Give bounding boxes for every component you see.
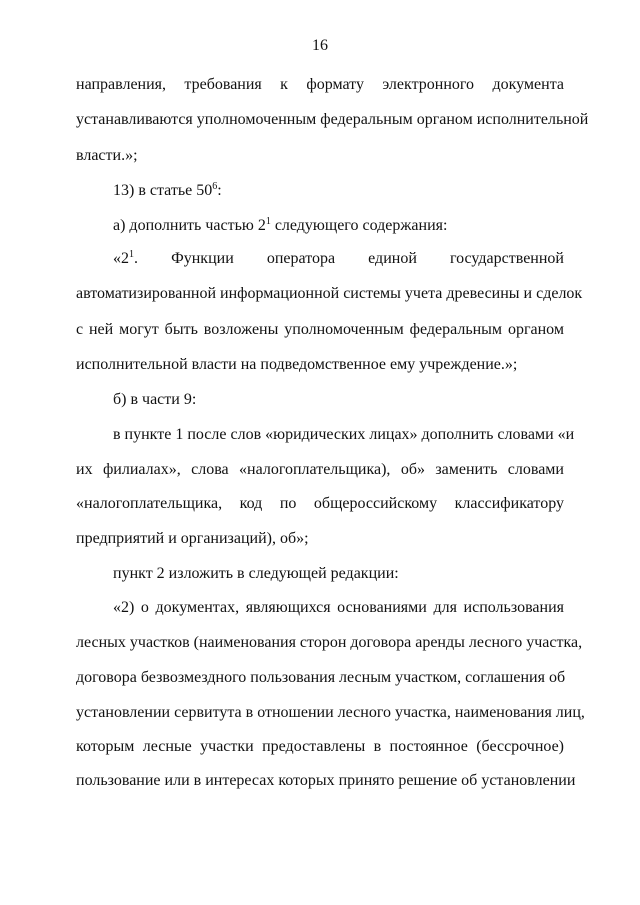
text-line: установлении сервитута в отношении лесного участка, наименования лиц, xyxy=(76,704,585,721)
superscript: 6 xyxy=(212,181,218,192)
text-line xyxy=(113,250,564,268)
text-line: лесных участков (наименования сторон договора аренды лесного участка, xyxy=(76,634,583,651)
text-line: которым лесные участки предоставлены в постоянное (бессрочное) xyxy=(76,738,564,755)
text-span: а) дополнить частью 2 xyxy=(113,217,266,234)
page-number: 16 xyxy=(312,37,328,54)
text-line: их филиалах», слова «налогоплательщика), об» заменить словами xyxy=(76,461,564,478)
text-line: предприятий и организаций), об»; xyxy=(76,530,309,547)
text-line: пользование или в интересах которых принято решение об установлении xyxy=(76,772,576,789)
text-line: автоматизированной информационной системы учета древесины и сделок xyxy=(76,285,583,302)
text-span: . Функции оператора единой государственной xyxy=(134,250,564,267)
text-span: 13) в статье 50 xyxy=(113,182,213,199)
text-span: : xyxy=(217,182,222,199)
text-line: пункт 2 изложить в следующей редакции: xyxy=(113,565,399,582)
text-line: направления, требования к формату электронного документа xyxy=(76,76,564,93)
text-line: в пункте 1 после слов «юридических лицах» дополнить словами «и xyxy=(113,426,575,443)
text-line: с ней могут быть возложены уполномоченным федеральным органом xyxy=(76,321,564,338)
text-line: «2) о документах, являющихся основаниями для использования xyxy=(113,599,564,616)
text-line xyxy=(113,217,564,235)
text-line: б) в части 9: xyxy=(113,391,197,408)
text-span: следующего содержания: xyxy=(270,217,448,234)
superscript: 1 xyxy=(129,249,134,260)
text-line: «налогоплательщика, код по общероссийскому классификатору xyxy=(76,495,564,512)
text-line xyxy=(113,182,564,200)
text-line: власти.»; xyxy=(76,147,138,164)
text-line: договора безвозмездного пользования лесным участком, соглашения об xyxy=(76,669,566,686)
text-line: устанавливаются уполномоченным федеральным органом исполнительной xyxy=(76,111,589,128)
superscript: 1 xyxy=(265,216,271,227)
text-line: исполнительной власти на подведомственное ему учреждение.»; xyxy=(76,356,518,373)
text-span: «2 xyxy=(113,250,129,267)
